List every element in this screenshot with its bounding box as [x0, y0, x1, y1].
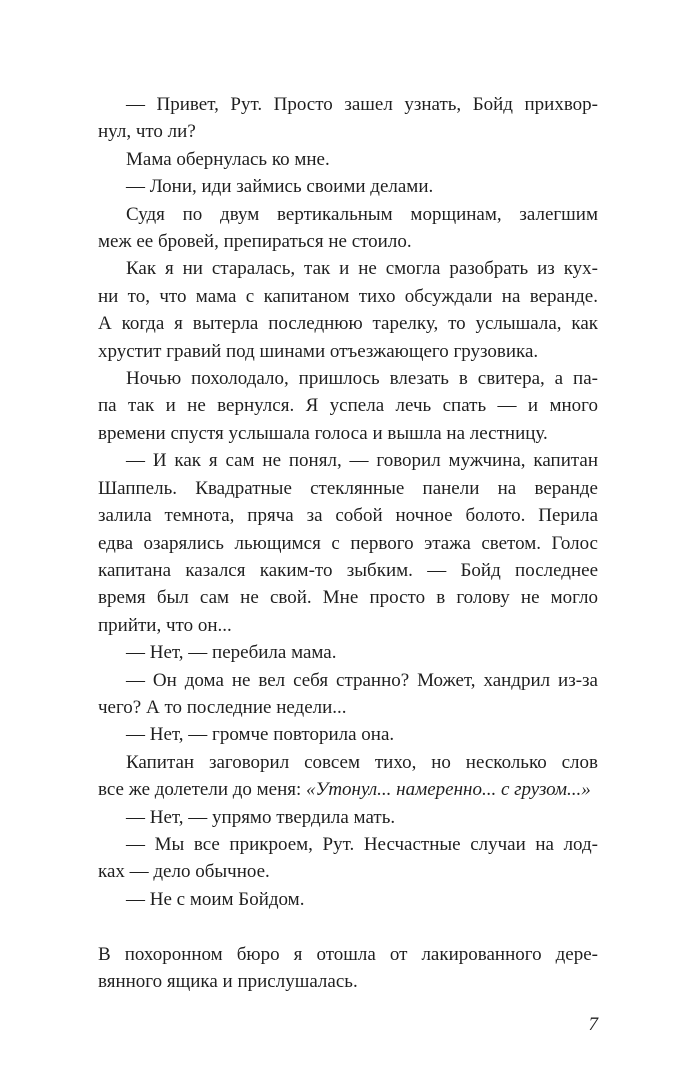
text-line	[98, 612, 598, 639]
text-segment: — Мы все прикроем, Рут. Несчастные случаи на лод-	[126, 833, 598, 855]
text-segment: едва озарялись льющимся с первого этажа светом. Голос	[98, 532, 598, 554]
text-segment: А когда я вытерла последнюю тарелку, то услышала, как	[98, 313, 598, 335]
text-line	[98, 667, 598, 694]
italic-quote-text: «Утонул... намеренно... с грузом...»	[306, 779, 591, 801]
text-segment: Ночью похолодало, пришлось влезать в свитера, а па-	[126, 368, 598, 390]
text-line	[98, 118, 598, 145]
text-segment: ни то, что мама с капитаном тихо обсуждали на веранде.	[98, 285, 598, 307]
text-line	[98, 310, 598, 337]
text-segment: — Привет, Рут. Просто зашел узнать, Бойд прихвор-	[126, 94, 598, 115]
text-segment: — Лони, иди займись своими делами.	[126, 176, 434, 198]
text-segment: — Нет, — упрямо твердила мать.	[126, 806, 396, 828]
paragraph	[98, 941, 598, 996]
text-segment: вянного ящика и прислушалась.	[98, 970, 358, 992]
text-line	[98, 584, 598, 611]
paragraph	[98, 749, 598, 804]
text-segment: все же долетели до меня:	[98, 779, 307, 801]
text-segment: время был сам не свой. Мне просто в голову не могло	[98, 587, 598, 609]
text-line	[98, 886, 598, 913]
text-segment: па так и не вернулся. Я успела лечь спать — и много	[98, 395, 598, 417]
text-line	[98, 858, 598, 885]
text-line	[98, 557, 598, 584]
paragraph	[98, 255, 598, 365]
text-line	[98, 475, 598, 502]
text-segment: капитана казался каким-то зыбким. — Бойд последнее	[98, 559, 598, 581]
text-segment: — И как я сам не понял, — говорил мужчина, капитан	[126, 450, 598, 472]
text-line	[98, 776, 598, 803]
text-line	[98, 201, 598, 228]
paragraph	[98, 886, 598, 913]
text-segment: — Не с моим Бойдом.	[126, 888, 305, 910]
text-segment: Судя по двум вертикальным морщинам, залегшим	[126, 203, 598, 225]
text-line	[98, 530, 598, 557]
text-line	[98, 420, 598, 447]
text-line	[98, 255, 598, 282]
text-line	[98, 365, 598, 392]
paragraph	[98, 721, 598, 748]
paragraph	[98, 447, 598, 639]
paragraph	[98, 173, 598, 200]
text-line	[98, 694, 598, 721]
text-line	[98, 91, 598, 118]
text-segment: Шаппель. Квадратные стеклянные панели на веранде	[98, 477, 598, 499]
text-line	[98, 392, 598, 419]
text-segment: чего? А то последние недели...	[98, 696, 347, 718]
paragraph	[98, 91, 598, 146]
text-line	[98, 639, 598, 666]
text-line	[98, 283, 598, 310]
text-line	[98, 173, 598, 200]
page-number: 7	[588, 1014, 598, 1036]
paragraph	[98, 831, 598, 886]
text-line	[98, 146, 598, 173]
text-segment: Как я ни старалась, так и не смогла разобрать из кух-	[126, 258, 598, 280]
text-line	[98, 338, 598, 365]
text-segment: ках — дело обычное.	[98, 861, 270, 883]
text-segment: нул, что ли?	[98, 121, 196, 143]
text-line	[98, 804, 598, 831]
text-segment: меж ее бровей, препираться не стоило.	[98, 231, 412, 253]
paragraph	[98, 201, 598, 256]
text-segment: времени спустя услышала голоса и вышла на лестницу.	[98, 422, 548, 444]
page-body	[98, 91, 598, 1039]
text-segment: залила темнота, пряча за собой ночное болото. Перила	[98, 505, 598, 527]
text-segment: прийти, что он...	[98, 614, 232, 636]
paragraph	[98, 667, 598, 722]
text-line	[98, 502, 598, 529]
text-segment: хрустит гравий под шинами отъезжающего грузовика.	[98, 340, 539, 362]
text-segment: Капитан заговорил совсем тихо, но несколько слов	[126, 751, 598, 773]
text-line	[98, 447, 598, 474]
paragraph	[98, 365, 598, 447]
text-segment: В похоронном бюро я отошла от лакированного дере-	[98, 943, 598, 965]
text-segment: — Нет, — перебила мама.	[126, 642, 337, 664]
text-line	[98, 721, 598, 748]
text-segment: — Нет, — громче повторила она.	[126, 724, 395, 746]
text-line	[98, 831, 598, 858]
text-segment: Мама обернулась ко мне.	[126, 148, 330, 170]
paragraph	[98, 804, 598, 831]
text-line	[98, 941, 598, 968]
text-segment: — Он дома не вел себя странно? Может, хандрил из-за	[126, 669, 598, 691]
text-line	[98, 749, 598, 776]
paragraph	[98, 639, 598, 666]
paragraph	[98, 146, 598, 173]
text-line	[98, 968, 598, 995]
text-line	[98, 228, 598, 255]
